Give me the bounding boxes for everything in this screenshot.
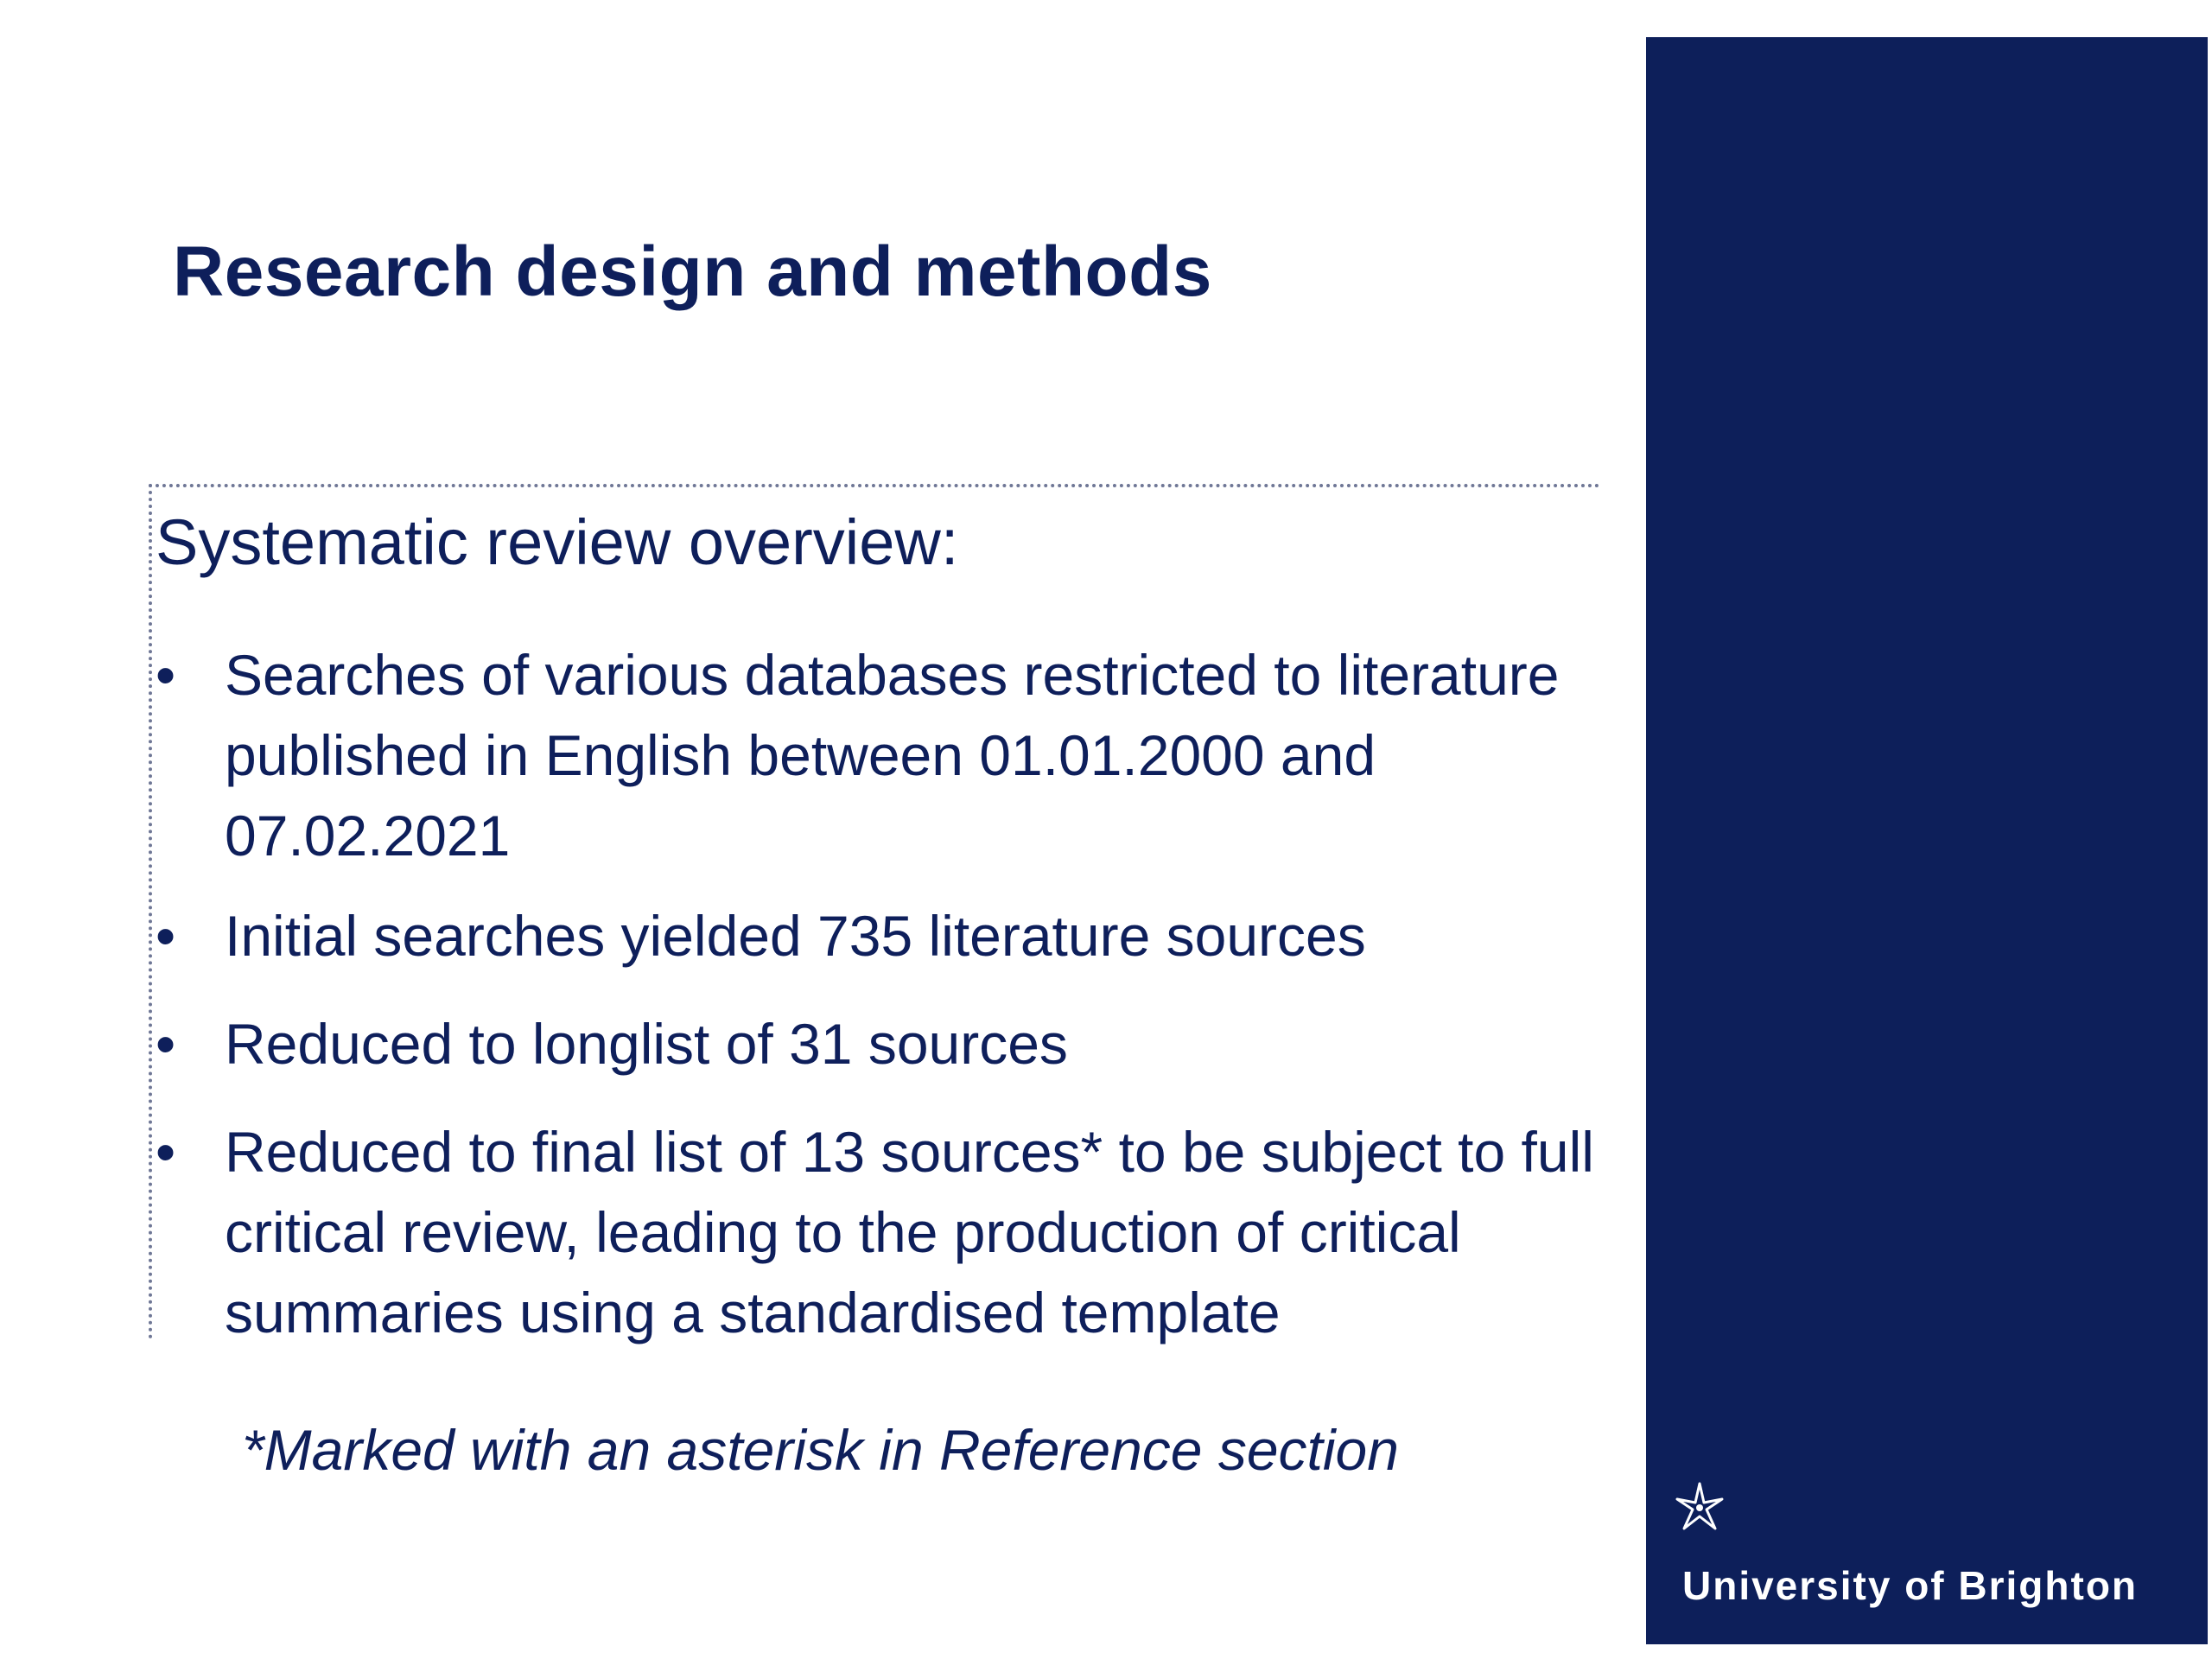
university-name-logo: University of Brighton: [1682, 1563, 2139, 1608]
bullet-text: Reduced to longlist of 31 sources: [225, 1012, 1068, 1076]
bullet-icon: •: [156, 1120, 176, 1184]
university-star-logo-icon: [1672, 1480, 1727, 1535]
bullet-text: Initial searches yielded 735 literature sources: [225, 904, 1366, 968]
footnote: *Marked with an asterisk in Reference section: [242, 1418, 1399, 1482]
bullet-text: Reduced to final list of 13 sources* to be subject to full critical review, leading to the production of critical summaries using a standardised template: [225, 1120, 1594, 1344]
section-heading: Systematic review overview:: [156, 506, 959, 578]
brand-side-panel: [1646, 37, 2208, 1644]
bullet-item: [156, 896, 1624, 976]
bullet-icon: •: [156, 904, 176, 968]
slide-title: Research design and methods: [173, 232, 1212, 311]
bullet-item: [156, 635, 1624, 876]
bullet-icon: •: [156, 643, 176, 707]
bullet-item: [156, 1004, 1624, 1084]
bullet-item: [156, 1112, 1624, 1353]
bullet-text: Searches of various databases restricted to literature published in English between 01.01.2000 and 07.02.2021: [225, 643, 1560, 868]
bullet-icon: •: [156, 1012, 176, 1076]
